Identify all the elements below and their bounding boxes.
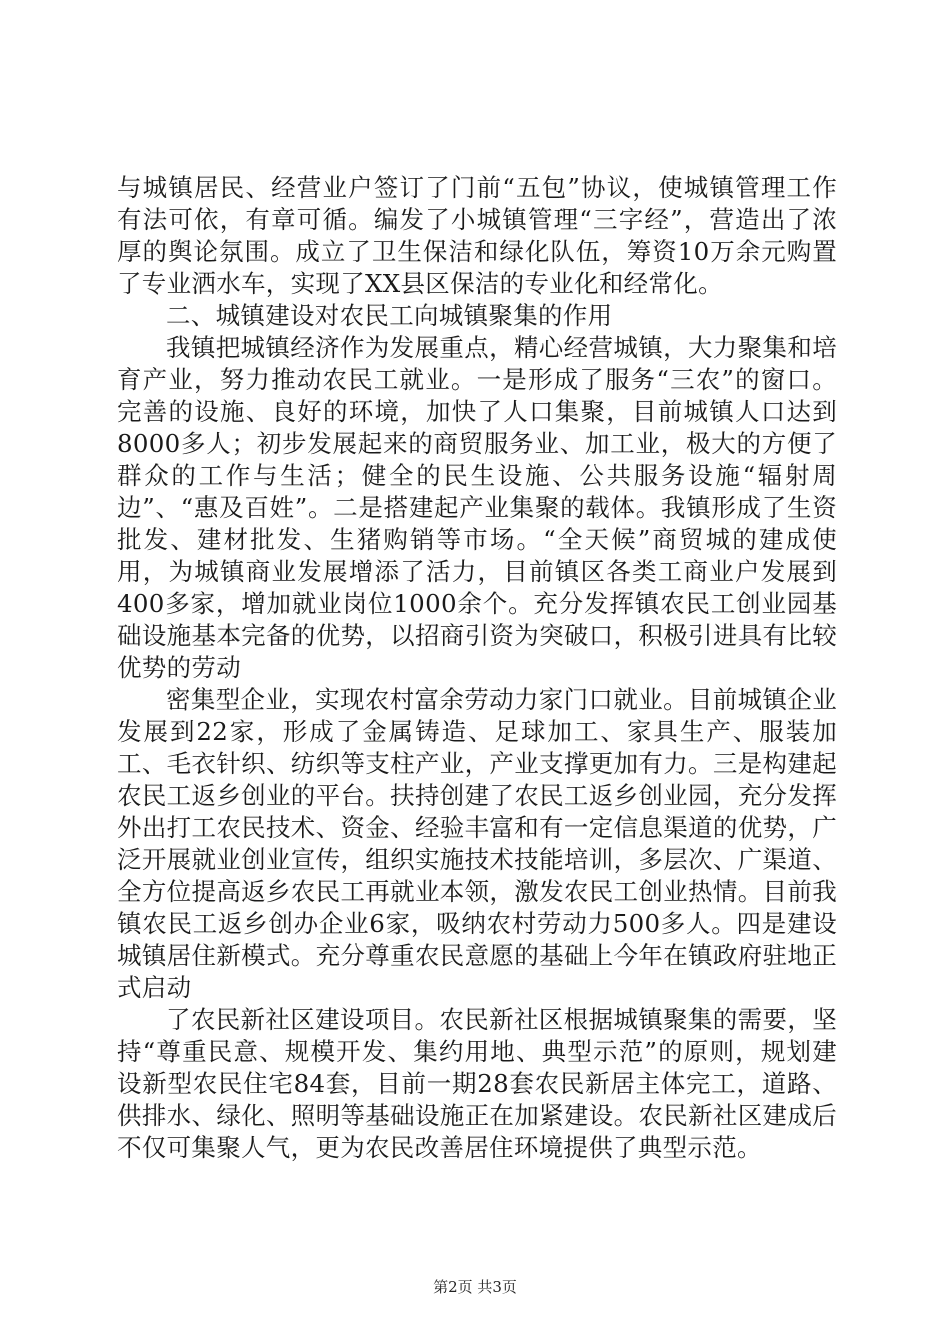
section-heading: 二、城镇建设对农民工向城镇聚集的作用 bbox=[166, 301, 613, 330]
document-body bbox=[117, 172, 837, 1164]
paragraph-4: 密集型企业，实现农村富余劳动力家门口就业。目前城镇企业发展到22家，形成了金属铸造、足球加工、家具生产、服装加工、毛衣针织、纺织等支柱产业，产业支撑更加有力。三是构建起农民工返乡创业的平台。扶持创建了农民工返乡创业园，充分发挥外出打工农民技术、资金、经验丰富和有一定信息渠道的优势，广泛开展就业创业宣传，组织实施技术技能培训，多层次、广渠道、全方位提高返乡农民工再就业本领，激发农民工创业热情。目前我镇农民工返乡创办企业6家，吸纳农村劳动力500多人。四是建设城镇居住新模式。充分尊重农民意愿的基础上今年在镇政府驻地正式启动 bbox=[117, 685, 837, 1002]
page-number-footer: 第2页 共3页 bbox=[433, 1278, 517, 1296]
paragraph-5: 了农民新社区建设项目。农民新社区根据城镇聚集的需要，坚持“尊重民意、规模开发、集约用地、典型示范”的原则，规划建设新型农民住宅84套，目前一期28套农民新居主体完工，道路、供排水、绿化、照明等基础设施正在加紧建设。农民新社区建成后不仅可集聚人气，更为农民改善居住环境提供了典型示范。 bbox=[117, 1005, 837, 1162]
paragraph-1: 与城镇居民、经营业户签订了门前“五包”协议，使城镇管理工作有法可依，有章可循。编发了小城镇管理“三字经”，营造出了浓厚的舆论氛围。成立了卫生保洁和绿化队伍，筹资10万余元购置了专业洒水车，实现了XX县区保洁的专业化和经常化。 bbox=[117, 173, 837, 298]
paragraph-3: 我镇把城镇经济作为发展重点，精心经营城镇，大力聚集和培育产业，努力推动农民工就业。一是形成了服务“三农”的窗口。完善的设施、良好的环境，加快了人口集聚，目前城镇人口达到8000多人；初步发展起来的商贸服务业、加工业，极大的方便了群众的工作与生活；健全的民生设施、公共服务设施“辐射周边”、“惠及百姓”。二是搭建起产业集聚的载体。我镇形成了生资批发、建材批发、生猪购销等市场。“全天候”商贸城的建成使用，为城镇商业发展增添了活力，目前镇区各类工商业户发展到400多家，增加就业岗位1000余个。充分发挥镇农民工创业园基础设施基本完备的优势，以招商引资为突破口，积极引进具有比较优势的劳动 bbox=[117, 333, 837, 682]
